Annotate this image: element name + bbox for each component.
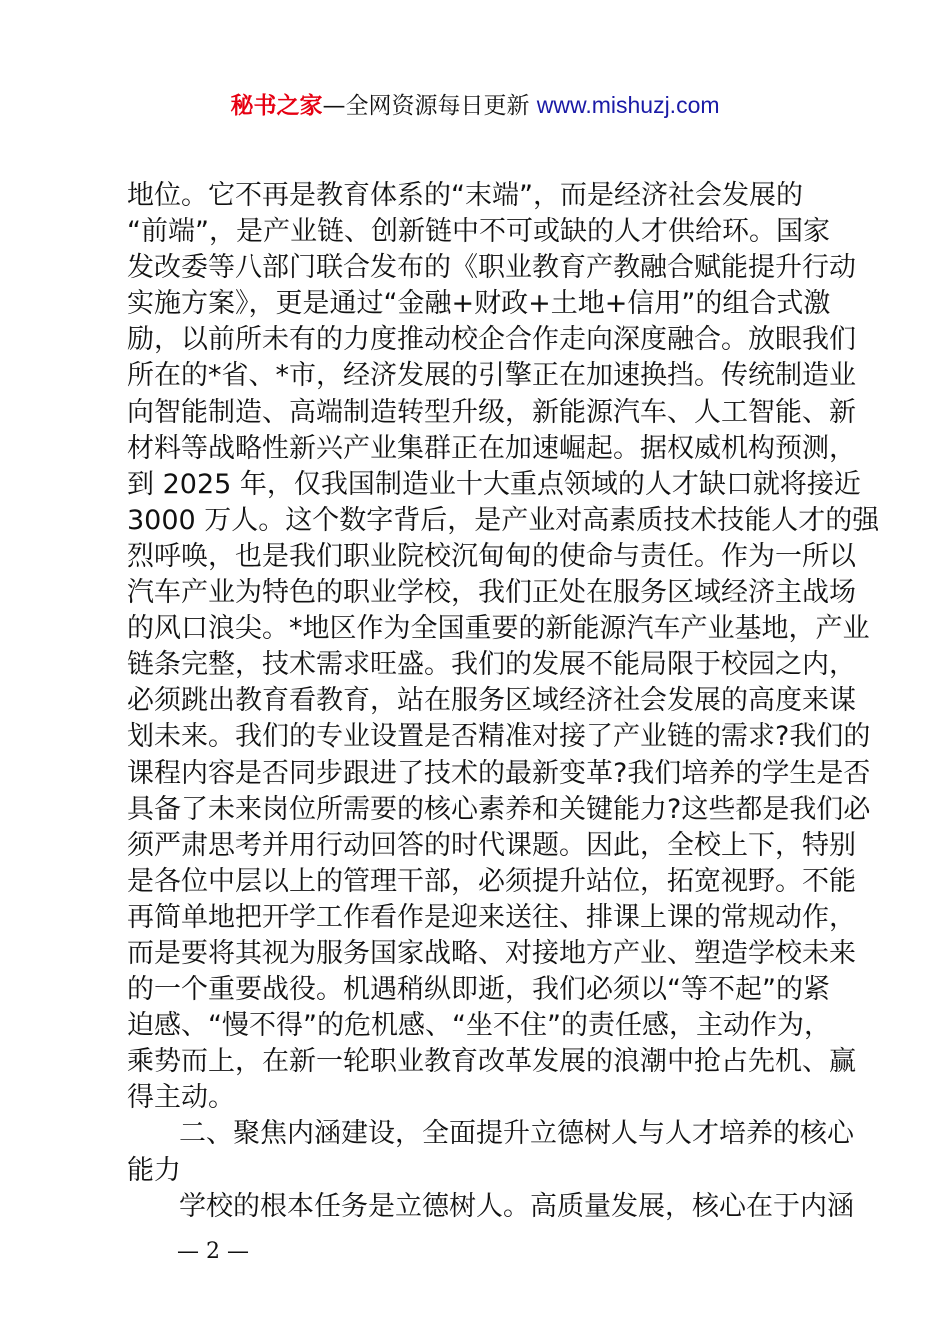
- body-line: 3000 万人。这个数字背后，是产业对高素质技术技能人才的强: [127, 504, 880, 536]
- body-line: 必须跳出教育看教育，站在服务区域经济社会发展的高度来谋: [127, 685, 856, 717]
- site-header: [0, 88, 950, 123]
- header-tagline: —全网资源每日更新: [322, 93, 537, 119]
- section-heading-continued: 能力: [127, 1154, 181, 1186]
- body-line: 向智能制造、高端制造转型升级，新能源汽车、人工智能、新: [127, 396, 856, 428]
- document-body: [127, 178, 880, 1225]
- body-line: 链条完整，技术需求旺盛。我们的发展不能局限于校园之内，: [127, 649, 856, 681]
- body-line: 划未来。我们的专业设置是否精准对接了产业链的需求?我们的: [127, 721, 871, 753]
- body-line: 乘势而上，在新一轮职业教育改革发展的浪潮中抢占先机、赢: [127, 1046, 856, 1078]
- body-line: 是各位中层以上的管理干部，必须提升站位，拓宽视野。不能: [127, 865, 856, 897]
- body-line: 实施方案》，更是通过“金融+财政+土地+信用”的组合式激: [127, 288, 831, 320]
- section-heading: 二、聚焦内涵建设，全面提升立德树人与人才培养的核心: [179, 1118, 854, 1150]
- body-line: 地位。它不再是教育体系的“末端”，而是经济社会发展的: [127, 180, 803, 211]
- body-line: 须严肃思考并用行动回答的时代课题。因此，全校上下，特别: [127, 829, 856, 861]
- body-line: 课程内容是否同步跟进了技术的最新变革?我们培养的学生是否: [127, 757, 871, 789]
- body-line: 再简单地把开学工作看作是迎来送往、排课上课的常规动作，: [127, 901, 856, 933]
- body-line: 具备了未来岗位所需要的核心素养和关键能力?这些都是我们必: [127, 793, 871, 825]
- body-line: 迫感、“慢不得”的危机感、“坐不住”的责任感，主动作为，: [127, 1010, 831, 1042]
- body-line: 材料等战略性新兴产业集群正在加速崛起。据权威机构预测，: [127, 432, 856, 464]
- paragraph-start: 学校的根本任务是立德树人。高质量发展，核心在于内涵: [179, 1190, 854, 1222]
- body-line: 得主动。: [127, 1082, 235, 1114]
- body-line: 所在的*省、*市，经济发展的引擎正在加速换挡。传统制造业: [127, 360, 856, 392]
- body-line: 汽车产业为特色的职业学校，我们正处在服务区域经济主战场: [127, 577, 856, 609]
- body-line: 的一个重要战役。机遇稍纵即逝，我们必须以“等不起”的紧: [127, 974, 830, 1006]
- body-line: “前端”，是产业链、创新链中不可或缺的人才供给环。国家: [127, 216, 830, 248]
- body-line: 发改委等八部门联合发布的《职业教育产教融合赋能提升行动: [127, 252, 856, 284]
- body-line: 到 2025 年，仅我国制造业十大重点领域的人才缺口就将接近: [127, 468, 861, 500]
- page-number: — 2 —: [177, 1239, 249, 1264]
- brand-name: 秘书之家: [230, 93, 323, 119]
- body-line: 而是要将其视为服务国家战略、对接地方产业、塑造学校未来: [127, 937, 856, 969]
- site-url-link[interactable]: www.mishuzj.com: [536, 92, 720, 118]
- body-line: 励，以前所未有的力度推动校企合作走向深度融合。放眼我们: [127, 324, 856, 356]
- body-line: 的风口浪尖。*地区作为全国重要的新能源汽车产业基地，产业: [127, 613, 870, 645]
- body-line: 烈呼唤，也是我们职业院校沉甸甸的使命与责任。作为一所以: [127, 540, 856, 572]
